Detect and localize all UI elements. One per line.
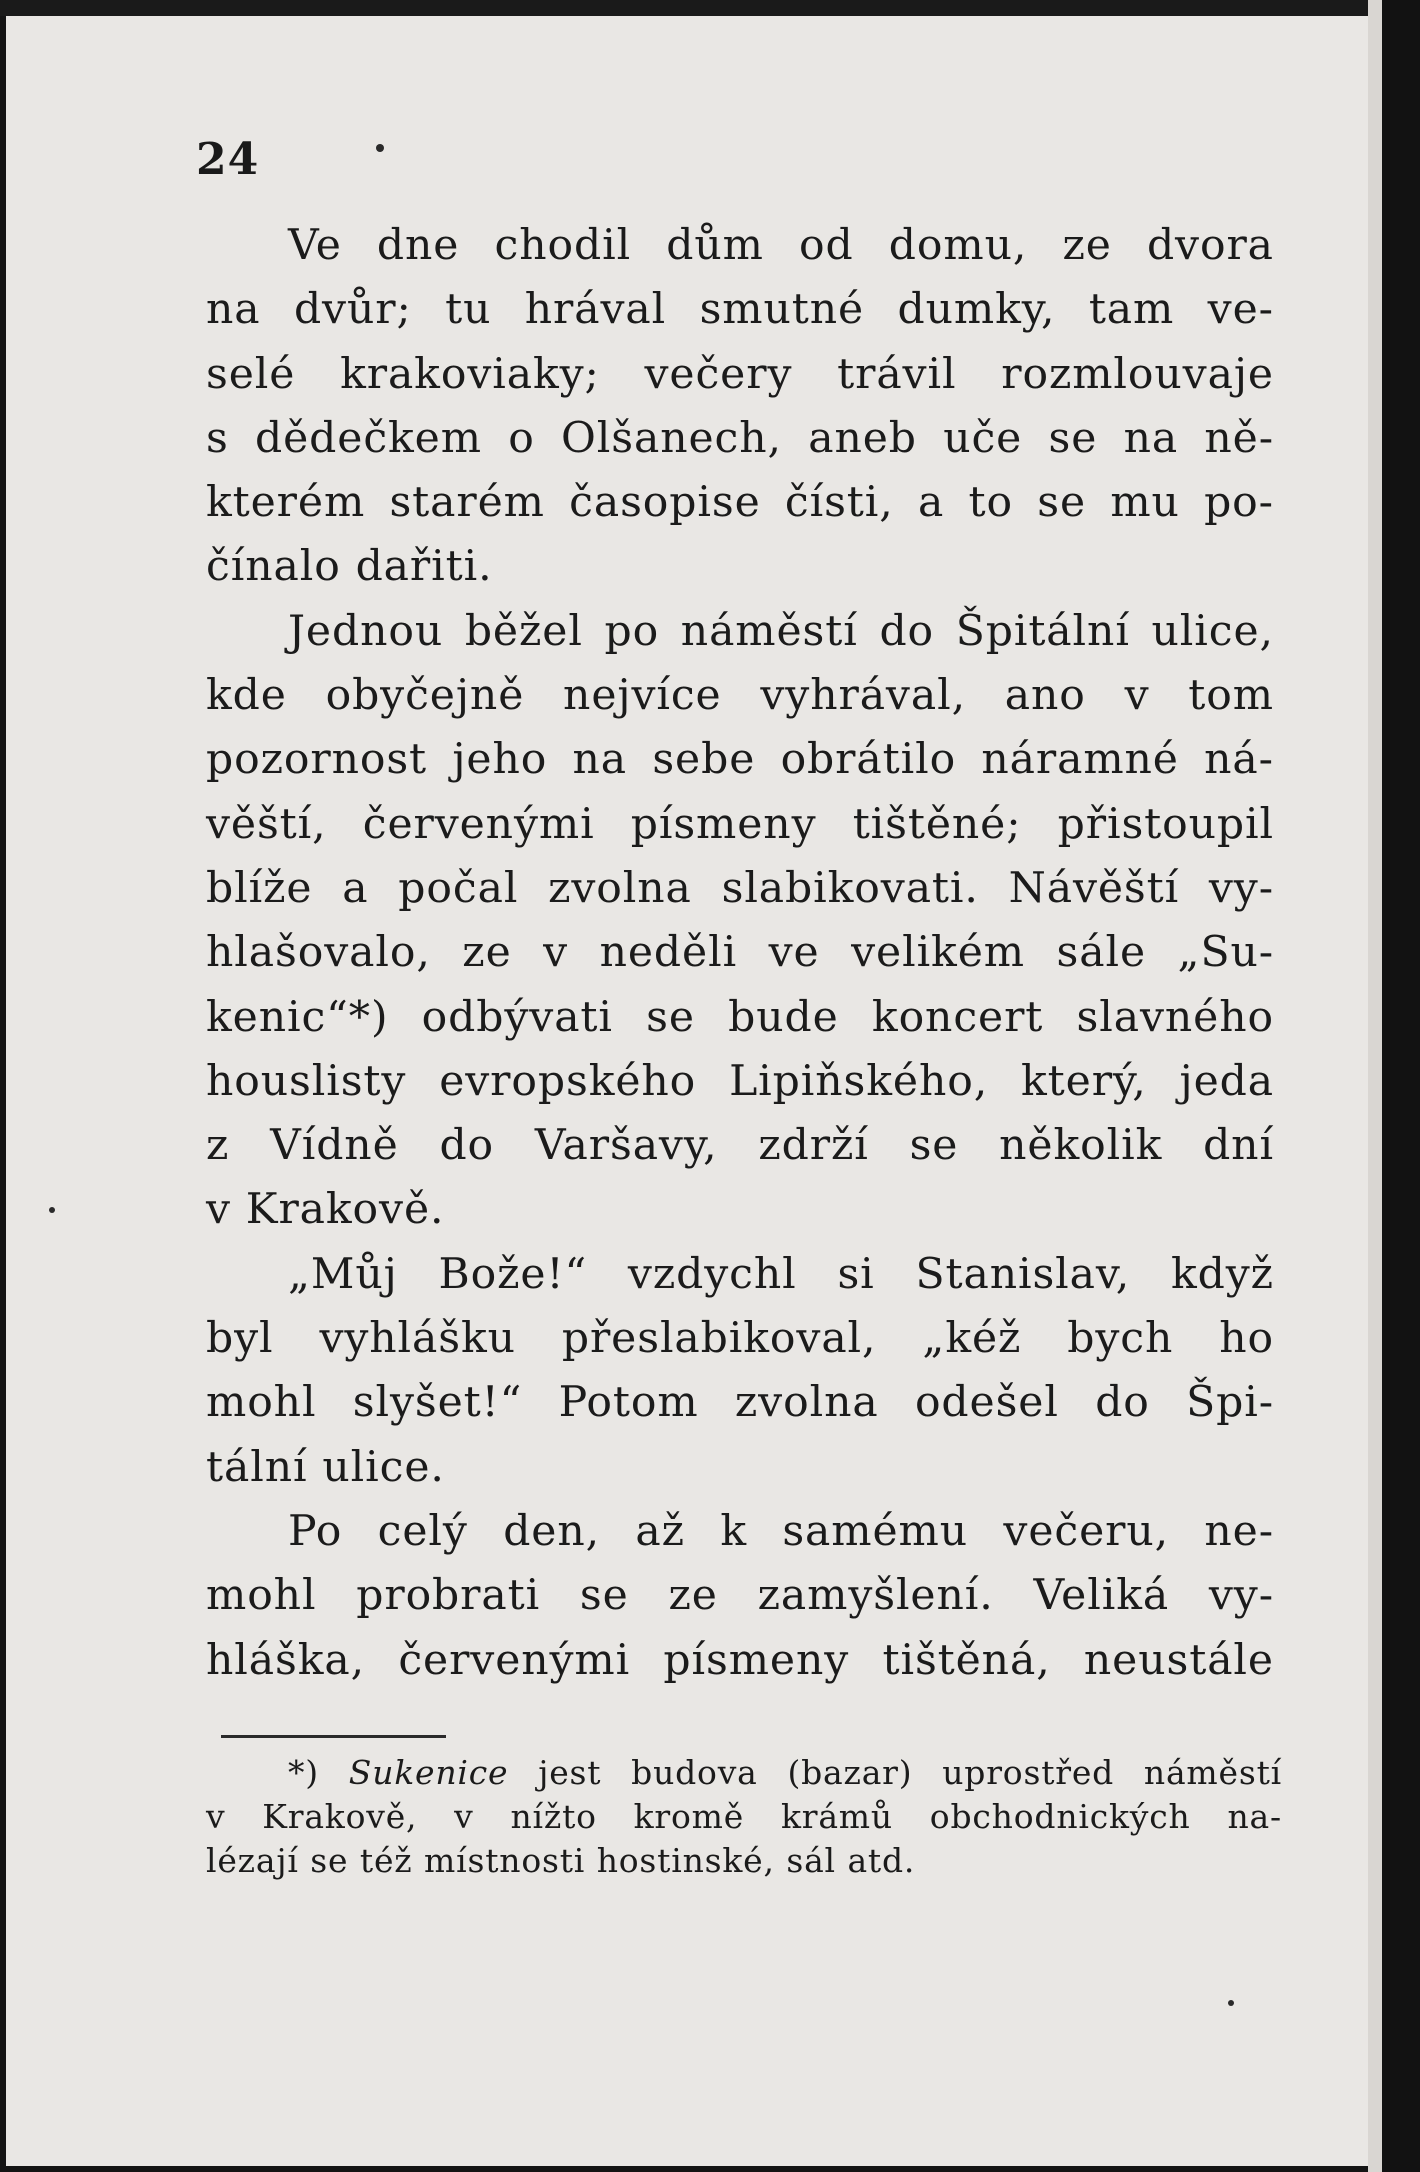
word: Ve: [288, 221, 342, 270]
word: selé: [206, 349, 296, 399]
word: Po: [288, 1506, 343, 1556]
word: kde: [206, 671, 287, 721]
word: tom: [1188, 671, 1274, 721]
word: mu: [1110, 478, 1180, 528]
word: se: [646, 992, 695, 1042]
word: evropského: [439, 1056, 697, 1106]
word: aneb: [808, 413, 917, 463]
word: sebe: [652, 735, 756, 785]
word: jeda: [1179, 1056, 1274, 1106]
word: uče: [943, 413, 1023, 463]
word: z: [206, 1121, 230, 1171]
word: se: [310, 1841, 349, 1880]
text-line: [206, 1371, 1274, 1435]
word: bude: [728, 992, 839, 1042]
text-line: [206, 278, 1274, 342]
text-line: [206, 793, 1274, 857]
word: ulice.: [322, 1442, 445, 1492]
word: Návěští: [1008, 863, 1180, 913]
word: Lipiňského,: [729, 1056, 989, 1106]
word: Krakově,: [262, 1797, 418, 1836]
word: houslisty: [206, 1056, 407, 1106]
word: dům: [666, 221, 764, 270]
word: „Su-: [1177, 928, 1274, 978]
word: přistoupil: [1057, 799, 1274, 849]
word: ve: [768, 928, 820, 978]
word: (bazar): [787, 1753, 913, 1792]
word: sál: [786, 1841, 836, 1880]
footnote-line: [206, 1839, 1282, 1883]
word: Špi-: [1186, 1378, 1274, 1428]
text-line: [206, 343, 1274, 407]
word: ano: [1004, 671, 1086, 721]
word: jeho: [452, 735, 548, 785]
word: kenic“*): [206, 992, 389, 1042]
text-line: [206, 214, 1274, 278]
print-speck: [49, 1207, 55, 1213]
word: do: [879, 606, 935, 656]
word: bych: [1067, 1314, 1174, 1364]
word: večeru,: [1003, 1506, 1170, 1556]
word: na: [572, 735, 628, 785]
text-line: [206, 986, 1274, 1050]
word: po: [604, 606, 660, 656]
word: smutné: [699, 285, 865, 335]
word: dvora: [1146, 221, 1274, 270]
word: kromě: [633, 1797, 745, 1836]
word: když: [1171, 1249, 1274, 1299]
word: místnosti: [424, 1841, 586, 1880]
word: obrátilo: [780, 735, 957, 785]
body-text: [206, 214, 1274, 1693]
word: obyčejně: [325, 671, 525, 721]
page-edge: [1368, 0, 1382, 2172]
word: hostinské,: [596, 1841, 775, 1880]
word: k: [720, 1506, 747, 1556]
word: věští,: [206, 799, 327, 849]
word: v: [206, 1185, 231, 1235]
footnote-line: [206, 1795, 1282, 1839]
text-line: [206, 1050, 1274, 1114]
word: den,: [503, 1506, 601, 1556]
word: dní: [1203, 1121, 1274, 1171]
word: Jednou: [288, 606, 444, 656]
word: ze: [1062, 221, 1112, 270]
word: hrával: [524, 285, 667, 335]
word: odešel: [914, 1378, 1059, 1428]
text-line: [206, 1629, 1274, 1693]
word: do: [1095, 1378, 1150, 1428]
word: budova: [631, 1753, 758, 1792]
word: několik: [999, 1121, 1163, 1171]
word: v: [1124, 671, 1150, 721]
word: Špitální: [955, 606, 1130, 656]
word: se: [909, 1121, 959, 1171]
word: velikém: [851, 928, 1025, 978]
word: dne: [376, 221, 460, 270]
word: vy-: [1208, 863, 1274, 913]
word: časopise: [569, 478, 761, 528]
word: po-: [1204, 478, 1274, 528]
word: byl: [206, 1314, 274, 1364]
word: vyhlášku: [319, 1314, 516, 1364]
word: počal: [398, 863, 519, 913]
word: pozornost: [206, 735, 428, 785]
word: zdrží: [758, 1121, 869, 1171]
word: Potom: [558, 1378, 699, 1428]
word: na: [1123, 413, 1179, 463]
word: odbývati: [421, 992, 613, 1042]
print-speck: [1228, 2000, 1234, 2006]
word: krámů: [780, 1797, 893, 1836]
word: samému: [782, 1506, 969, 1556]
word: vyhrával,: [760, 671, 966, 721]
word: o: [508, 413, 535, 463]
word: též: [359, 1841, 413, 1880]
word: v: [543, 928, 569, 978]
word: Varšavy,: [534, 1121, 718, 1171]
word: v: [454, 1797, 474, 1836]
text-line: [206, 1500, 1274, 1564]
text-line: [206, 535, 1274, 599]
word: hlašovalo,: [206, 928, 431, 978]
word: jest: [538, 1753, 602, 1792]
word: Vídně: [270, 1121, 399, 1171]
text-line: [206, 600, 1274, 664]
word: dědečkem: [255, 413, 482, 463]
word: přeslabikoval,: [561, 1314, 877, 1364]
word: a: [342, 863, 369, 913]
word: ze: [462, 928, 512, 978]
word: se: [1048, 413, 1098, 463]
word: dumky,: [897, 285, 1056, 335]
word: který,: [1021, 1056, 1147, 1106]
word: slavného: [1076, 992, 1274, 1042]
text-line: [206, 1307, 1274, 1371]
text-line: [206, 471, 1274, 535]
text-line: [206, 1436, 1274, 1500]
word: tam: [1088, 285, 1175, 335]
word: do: [439, 1121, 495, 1171]
footnote-term: Sukenice: [348, 1753, 509, 1792]
footnote-rule: [221, 1735, 446, 1738]
word: mohl: [206, 1378, 317, 1428]
word: čínalo: [206, 542, 341, 592]
word: trávil: [837, 349, 957, 399]
word: až: [635, 1506, 685, 1556]
scan-right-border: [1382, 0, 1420, 2172]
text-line: [206, 664, 1274, 728]
word: tištěná,: [882, 1635, 1051, 1685]
footnote-marker: *): [288, 1753, 319, 1792]
word: vy-: [1208, 1571, 1274, 1621]
word: Veliká: [1033, 1571, 1170, 1621]
word: blíže: [206, 863, 313, 913]
text-line: [206, 1564, 1274, 1628]
footnote-line: [206, 1751, 1282, 1795]
word: tu: [445, 285, 492, 335]
book-page: [6, 16, 1368, 2166]
word: probrati: [356, 1571, 541, 1621]
word: čísti,: [784, 478, 894, 528]
word: to: [968, 478, 1013, 528]
word: chodil: [494, 221, 632, 270]
word: s: [206, 413, 229, 463]
text-line: [206, 1114, 1274, 1178]
page-number: 24: [196, 134, 260, 185]
word: rozmlouvaje: [1001, 349, 1274, 399]
word: slabikovati.: [721, 863, 979, 913]
scan-top-border: [0, 0, 1420, 16]
text-line: [206, 1178, 1274, 1242]
word: lézají: [206, 1841, 299, 1880]
word: tištěné;: [852, 799, 1022, 849]
word: náramné: [981, 735, 1179, 785]
word: ho: [1219, 1314, 1274, 1364]
word: na-: [1227, 1797, 1282, 1836]
word: písmeny: [630, 799, 817, 849]
text-line: [206, 728, 1274, 792]
word: běžel: [464, 606, 583, 656]
word: písmeny: [663, 1635, 850, 1685]
word: neustále: [1083, 1635, 1274, 1685]
word: atd.: [847, 1841, 916, 1880]
word: vzdychl: [627, 1249, 797, 1299]
text-line: [206, 921, 1274, 985]
word: dařiti.: [355, 542, 493, 592]
word: červenými: [362, 799, 595, 849]
text-line: [206, 407, 1274, 471]
word: nížto: [510, 1797, 597, 1836]
word: celý: [377, 1506, 468, 1556]
word: se: [1037, 478, 1087, 528]
word: večery: [644, 349, 793, 399]
text-line: [206, 1243, 1274, 1307]
word: neděli: [599, 928, 738, 978]
print-speck: [376, 144, 384, 152]
word: krakoviaky;: [340, 349, 600, 399]
word: „kéž: [922, 1314, 1022, 1364]
word: dvůr;: [293, 285, 412, 335]
word: v: [206, 1797, 226, 1836]
word: nejvíce: [563, 671, 722, 721]
word: mohl: [206, 1571, 317, 1621]
word: zvolna: [548, 863, 692, 913]
word: a: [917, 478, 945, 528]
word: náměstí: [1143, 1753, 1282, 1792]
word: sále: [1056, 928, 1146, 978]
word: se: [579, 1571, 629, 1621]
word: obchodnických: [929, 1797, 1191, 1836]
word: ze: [668, 1571, 718, 1621]
word: na: [206, 285, 261, 335]
word: starém: [389, 478, 545, 528]
word: kterém: [206, 478, 366, 528]
word: ná-: [1204, 735, 1274, 785]
word: Olšanech,: [561, 413, 782, 463]
word: Stanislav,: [915, 1249, 1131, 1299]
word: tální: [206, 1442, 308, 1492]
word: „Můj: [288, 1249, 398, 1299]
word: od: [799, 221, 854, 270]
word: hláška,: [206, 1635, 366, 1685]
word: uprostřed: [942, 1753, 1115, 1792]
word: si: [837, 1249, 875, 1299]
text-line: [206, 857, 1274, 921]
word: ulice,: [1151, 606, 1274, 656]
word: domu,: [888, 221, 1028, 270]
word: Bože!“: [438, 1249, 588, 1299]
word: ve-: [1207, 285, 1274, 335]
word: slyšet!“: [352, 1378, 523, 1428]
word: zvolna: [734, 1378, 879, 1428]
word: ne-: [1204, 1506, 1274, 1556]
footnote: [206, 1751, 1282, 1883]
word: červenými: [398, 1635, 631, 1685]
word: koncert: [871, 992, 1044, 1042]
word: zamyšlení.: [757, 1571, 994, 1621]
word: ně-: [1204, 413, 1274, 463]
word: Krakově.: [245, 1185, 445, 1235]
word: náměstí: [680, 606, 858, 656]
